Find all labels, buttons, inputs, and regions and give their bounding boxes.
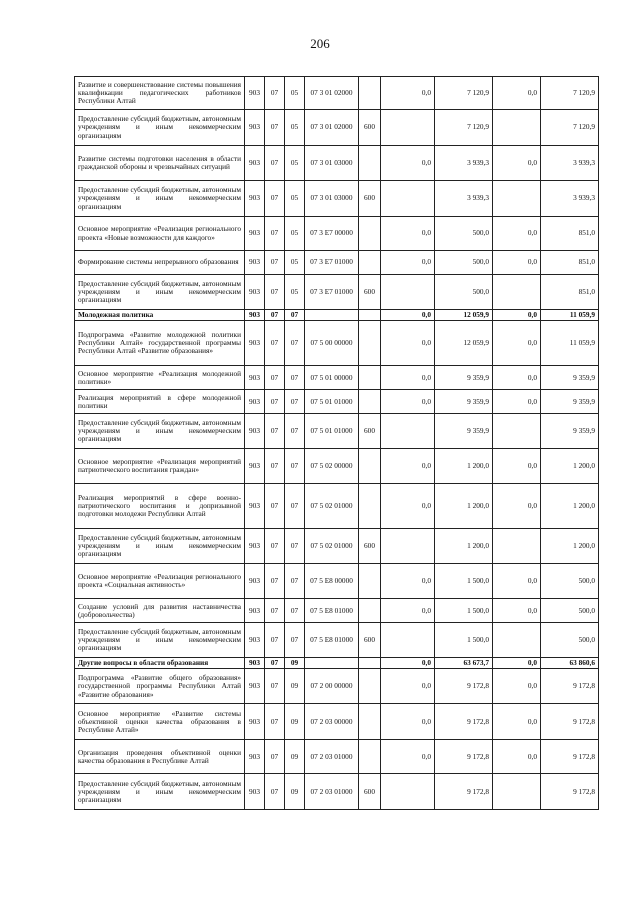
amount-cell-2: 3 939,3 xyxy=(435,146,493,181)
amount-cell-1: 0,0 xyxy=(381,658,435,669)
table-row xyxy=(75,181,599,217)
subsection-code-cell: 09 xyxy=(285,740,305,774)
amount-cell-3: 0,0 xyxy=(493,658,541,669)
table-row xyxy=(75,669,599,704)
subsection-code-cell: 07 xyxy=(285,414,305,449)
section-code-cell: 07 xyxy=(265,217,285,251)
amount-cell-3: 0,0 xyxy=(493,251,541,275)
row-name-cell: Предоставление субсидий бюджетным, автономным учреждениям и иным некоммерческим организациям xyxy=(75,414,245,449)
target-article-cell: 07 3 01 02000 xyxy=(305,77,359,110)
expense-type-cell: 600 xyxy=(359,529,381,564)
amount-cell-4: 11 059,9 xyxy=(541,310,599,321)
subsection-code-cell: 07 xyxy=(285,321,305,366)
amount-cell-1: 0,0 xyxy=(381,449,435,484)
ministry-code-cell: 903 xyxy=(245,529,265,564)
target-article-cell: 07 3 E7 00000 xyxy=(305,217,359,251)
amount-cell-4: 9 359,9 xyxy=(541,390,599,414)
table-row xyxy=(75,275,599,310)
section-code-cell: 07 xyxy=(265,110,285,146)
amount-cell-1 xyxy=(381,774,435,810)
amount-cell-4: 7 120,9 xyxy=(541,110,599,146)
amount-cell-2: 1 200,0 xyxy=(435,529,493,564)
row-name-cell: Развитие и совершенствование системы повышения квалификации педагогических работников Республики Алтай xyxy=(75,77,245,110)
target-article-cell xyxy=(305,310,359,321)
amount-cell-3: 0,0 xyxy=(493,310,541,321)
target-article-cell: 07 3 E7 01000 xyxy=(305,275,359,310)
table-row xyxy=(75,110,599,146)
table-row xyxy=(75,390,599,414)
amount-cell-1 xyxy=(381,529,435,564)
amount-cell-3: 0,0 xyxy=(493,366,541,390)
ministry-code-cell: 903 xyxy=(245,484,265,529)
amount-cell-3: 0,0 xyxy=(493,740,541,774)
amount-cell-1: 0,0 xyxy=(381,484,435,529)
table-row xyxy=(75,414,599,449)
amount-cell-2: 9 172,8 xyxy=(435,704,493,740)
target-article-cell: 07 3 01 03000 xyxy=(305,181,359,217)
amount-cell-2: 9 172,8 xyxy=(435,740,493,774)
amount-cell-4: 1 200,0 xyxy=(541,484,599,529)
amount-cell-4: 7 120,9 xyxy=(541,77,599,110)
row-name-cell: Предоставление субсидий бюджетным, автономным учреждениям и иным некоммерческим организациям xyxy=(75,529,245,564)
subsection-code-cell: 05 xyxy=(285,77,305,110)
section-code-cell: 07 xyxy=(265,77,285,110)
amount-cell-1 xyxy=(381,275,435,310)
amount-cell-1: 0,0 xyxy=(381,599,435,623)
row-name-cell: Основное мероприятие «Реализация молодежной политики» xyxy=(75,366,245,390)
ministry-code-cell: 903 xyxy=(245,449,265,484)
subsection-code-cell: 07 xyxy=(285,564,305,599)
budget-table xyxy=(74,76,599,810)
target-article-cell: 07 3 01 03000 xyxy=(305,146,359,181)
subsection-code-cell: 07 xyxy=(285,366,305,390)
table-row xyxy=(75,310,599,321)
amount-cell-4: 851,0 xyxy=(541,251,599,275)
amount-cell-3: 0,0 xyxy=(493,564,541,599)
subsection-code-cell: 09 xyxy=(285,704,305,740)
amount-cell-2: 9 359,9 xyxy=(435,390,493,414)
subsection-code-cell: 09 xyxy=(285,658,305,669)
amount-cell-1 xyxy=(381,181,435,217)
amount-cell-1: 0,0 xyxy=(381,146,435,181)
target-article-cell: 07 5 00 00000 xyxy=(305,321,359,366)
amount-cell-1 xyxy=(381,110,435,146)
ministry-code-cell: 903 xyxy=(245,774,265,810)
target-article-cell: 07 3 01 02000 xyxy=(305,110,359,146)
amount-cell-3: 0,0 xyxy=(493,669,541,704)
amount-cell-2: 1 500,0 xyxy=(435,564,493,599)
section-code-cell: 07 xyxy=(265,669,285,704)
section-code-cell: 07 xyxy=(265,146,285,181)
amount-cell-3: 0,0 xyxy=(493,599,541,623)
amount-cell-4: 9 359,9 xyxy=(541,366,599,390)
table-row xyxy=(75,529,599,564)
subsection-code-cell: 07 xyxy=(285,623,305,658)
row-name-cell: Подпрограмма «Развитие общего образования» государственной программы Республики Алтай «Развитие образования» xyxy=(75,669,245,704)
amount-cell-2: 7 120,9 xyxy=(435,110,493,146)
table-row xyxy=(75,599,599,623)
amount-cell-4: 3 939,3 xyxy=(541,181,599,217)
section-code-cell: 07 xyxy=(265,251,285,275)
subsection-code-cell: 07 xyxy=(285,449,305,484)
expense-type-cell: 600 xyxy=(359,774,381,810)
amount-cell-3 xyxy=(493,275,541,310)
expense-type-cell xyxy=(359,310,381,321)
ministry-code-cell: 903 xyxy=(245,414,265,449)
expense-type-cell xyxy=(359,599,381,623)
row-name-cell: Реализация мероприятий в сфере молодежной политики xyxy=(75,390,245,414)
section-code-cell: 07 xyxy=(265,449,285,484)
amount-cell-4: 63 860,6 xyxy=(541,658,599,669)
amount-cell-4: 9 172,8 xyxy=(541,669,599,704)
target-article-cell: 07 5 02 00000 xyxy=(305,449,359,484)
amount-cell-1: 0,0 xyxy=(381,564,435,599)
amount-cell-3: 0,0 xyxy=(493,449,541,484)
row-name-cell: Создание условий для развития наставничества (добровольчества) xyxy=(75,599,245,623)
amount-cell-4: 500,0 xyxy=(541,623,599,658)
amount-cell-3: 0,0 xyxy=(493,390,541,414)
target-article-cell: 07 5 02 01000 xyxy=(305,484,359,529)
table-row xyxy=(75,774,599,810)
expense-type-cell xyxy=(359,704,381,740)
amount-cell-2: 3 939,3 xyxy=(435,181,493,217)
amount-cell-2: 12 059,9 xyxy=(435,310,493,321)
section-code-cell: 07 xyxy=(265,310,285,321)
expense-type-cell: 600 xyxy=(359,414,381,449)
expense-type-cell xyxy=(359,449,381,484)
amount-cell-1: 0,0 xyxy=(381,77,435,110)
target-article-cell: 07 5 01 01000 xyxy=(305,414,359,449)
row-name-cell: Формирование системы непрерывного образования xyxy=(75,251,245,275)
section-code-cell: 07 xyxy=(265,484,285,529)
table-row xyxy=(75,658,599,669)
target-article-cell: 07 2 03 01000 xyxy=(305,774,359,810)
table-row xyxy=(75,366,599,390)
section-code-cell: 07 xyxy=(265,599,285,623)
ministry-code-cell: 903 xyxy=(245,110,265,146)
section-code-cell: 07 xyxy=(265,564,285,599)
amount-cell-4: 851,0 xyxy=(541,217,599,251)
subsection-code-cell: 05 xyxy=(285,181,305,217)
row-name-cell: Организация проведения объективной оценки качества образования в Республике Алтай xyxy=(75,740,245,774)
amount-cell-1: 0,0 xyxy=(381,366,435,390)
amount-cell-2: 63 673,7 xyxy=(435,658,493,669)
row-name-cell: Предоставление субсидий бюджетным, автономным учреждениям и иным некоммерческим организациям xyxy=(75,774,245,810)
amount-cell-2: 9 172,8 xyxy=(435,774,493,810)
amount-cell-1: 0,0 xyxy=(381,321,435,366)
subsection-code-cell: 07 xyxy=(285,310,305,321)
amount-cell-4: 9 172,8 xyxy=(541,774,599,810)
target-article-cell: 07 5 01 00000 xyxy=(305,366,359,390)
amount-cell-4: 500,0 xyxy=(541,564,599,599)
expense-type-cell: 600 xyxy=(359,275,381,310)
amount-cell-1: 0,0 xyxy=(381,310,435,321)
expense-type-cell: 600 xyxy=(359,181,381,217)
subsection-code-cell: 07 xyxy=(285,390,305,414)
amount-cell-4: 851,0 xyxy=(541,275,599,310)
section-code-cell: 07 xyxy=(265,414,285,449)
subsection-code-cell: 05 xyxy=(285,275,305,310)
amount-cell-2: 500,0 xyxy=(435,251,493,275)
expense-type-cell xyxy=(359,740,381,774)
amount-cell-1 xyxy=(381,414,435,449)
amount-cell-3: 0,0 xyxy=(493,77,541,110)
ministry-code-cell: 903 xyxy=(245,704,265,740)
row-name-cell: Основное мероприятие «Реализация мероприятий патриотического воспитания граждан» xyxy=(75,449,245,484)
amount-cell-2: 1 500,0 xyxy=(435,623,493,658)
section-code-cell: 07 xyxy=(265,275,285,310)
amount-cell-1: 0,0 xyxy=(381,740,435,774)
section-code-cell: 07 xyxy=(265,704,285,740)
target-article-cell: 07 5 E8 01000 xyxy=(305,623,359,658)
subsection-code-cell: 05 xyxy=(285,110,305,146)
amount-cell-2: 12 059,9 xyxy=(435,321,493,366)
expense-type-cell xyxy=(359,366,381,390)
target-article-cell: 07 2 03 01000 xyxy=(305,740,359,774)
amount-cell-1: 0,0 xyxy=(381,669,435,704)
expense-type-cell xyxy=(359,321,381,366)
expense-type-cell: 600 xyxy=(359,110,381,146)
ministry-code-cell: 903 xyxy=(245,77,265,110)
expense-type-cell xyxy=(359,146,381,181)
amount-cell-4: 9 172,8 xyxy=(541,740,599,774)
table-row xyxy=(75,321,599,366)
ministry-code-cell: 903 xyxy=(245,251,265,275)
amount-cell-3: 0,0 xyxy=(493,146,541,181)
amount-cell-2: 9 172,8 xyxy=(435,669,493,704)
amount-cell-3: 0,0 xyxy=(493,704,541,740)
expense-type-cell xyxy=(359,564,381,599)
amount-cell-2: 500,0 xyxy=(435,217,493,251)
row-name-cell: Подпрограмма «Развитие молодежной политики Республики Алтай» государственной программы Республики Алтай «Развитие образования» xyxy=(75,321,245,366)
section-code-cell: 07 xyxy=(265,740,285,774)
amount-cell-3 xyxy=(493,529,541,564)
expense-type-cell xyxy=(359,669,381,704)
ministry-code-cell: 903 xyxy=(245,390,265,414)
amount-cell-1: 0,0 xyxy=(381,704,435,740)
row-name-cell: Предоставление субсидий бюджетным, автономным учреждениям и иным некоммерческим организациям xyxy=(75,275,245,310)
subsection-code-cell: 07 xyxy=(285,599,305,623)
table-row xyxy=(75,623,599,658)
amount-cell-4: 3 939,3 xyxy=(541,146,599,181)
table-row xyxy=(75,449,599,484)
expense-type-cell xyxy=(359,217,381,251)
table-row xyxy=(75,740,599,774)
row-name-cell: Развитие системы подготовки населения в области гражданской обороны и чрезвычайных ситуаций xyxy=(75,146,245,181)
row-name-cell: Основное мероприятие «Развитие системы объективной оценки качества образования в Республике Алтай» xyxy=(75,704,245,740)
subsection-code-cell: 05 xyxy=(285,146,305,181)
expense-type-cell xyxy=(359,484,381,529)
amount-cell-2: 1 200,0 xyxy=(435,484,493,529)
section-code-cell: 07 xyxy=(265,658,285,669)
ministry-code-cell: 903 xyxy=(245,366,265,390)
amount-cell-2: 9 359,9 xyxy=(435,414,493,449)
amount-cell-4: 500,0 xyxy=(541,599,599,623)
section-code-cell: 07 xyxy=(265,181,285,217)
section-code-cell: 07 xyxy=(265,623,285,658)
section-code-cell: 07 xyxy=(265,529,285,564)
table-body xyxy=(75,77,599,810)
amount-cell-3 xyxy=(493,181,541,217)
target-article-cell: 07 3 E7 01000 xyxy=(305,251,359,275)
row-name-cell: Основное мероприятие «Реализация регионального проекта «Новые возможности для каждого» xyxy=(75,217,245,251)
ministry-code-cell: 903 xyxy=(245,564,265,599)
expense-type-cell xyxy=(359,390,381,414)
amount-cell-1 xyxy=(381,623,435,658)
expense-type-cell xyxy=(359,77,381,110)
section-code-cell: 07 xyxy=(265,366,285,390)
table-row xyxy=(75,704,599,740)
amount-cell-2: 1 500,0 xyxy=(435,599,493,623)
ministry-code-cell: 903 xyxy=(245,321,265,366)
expense-type-cell xyxy=(359,251,381,275)
target-article-cell xyxy=(305,658,359,669)
section-code-cell: 07 xyxy=(265,321,285,366)
section-code-cell: 07 xyxy=(265,774,285,810)
target-article-cell: 07 5 E8 00000 xyxy=(305,564,359,599)
ministry-code-cell: 903 xyxy=(245,146,265,181)
target-article-cell: 07 5 01 01000 xyxy=(305,390,359,414)
amount-cell-4: 9 172,8 xyxy=(541,704,599,740)
amount-cell-3: 0,0 xyxy=(493,484,541,529)
ministry-code-cell: 903 xyxy=(245,310,265,321)
amount-cell-3: 0,0 xyxy=(493,321,541,366)
target-article-cell: 07 5 02 01000 xyxy=(305,529,359,564)
amount-cell-3 xyxy=(493,623,541,658)
amount-cell-4: 1 200,0 xyxy=(541,529,599,564)
section-code-cell: 07 xyxy=(265,390,285,414)
row-name-cell: Другие вопросы в области образования xyxy=(75,658,245,669)
table-row xyxy=(75,77,599,110)
amount-cell-2: 500,0 xyxy=(435,275,493,310)
row-name-cell: Молодежная политика xyxy=(75,310,245,321)
row-name-cell: Реализация мероприятий в сфере военно-патриотического воспитания и допризывной подготовки молодежи Республики Алтай xyxy=(75,484,245,529)
amount-cell-3 xyxy=(493,774,541,810)
subsection-code-cell: 07 xyxy=(285,529,305,564)
row-name-cell: Основное мероприятие «Реализация регионального проекта «Социальная активность» xyxy=(75,564,245,599)
ministry-code-cell: 903 xyxy=(245,599,265,623)
amount-cell-1: 0,0 xyxy=(381,251,435,275)
ministry-code-cell: 903 xyxy=(245,658,265,669)
table-row xyxy=(75,484,599,529)
row-name-cell: Предоставление субсидий бюджетным, автономным учреждениям и иным некоммерческим организациям xyxy=(75,110,245,146)
amount-cell-2: 9 359,9 xyxy=(435,366,493,390)
ministry-code-cell: 903 xyxy=(245,740,265,774)
subsection-code-cell: 05 xyxy=(285,251,305,275)
ministry-code-cell: 903 xyxy=(245,669,265,704)
amount-cell-4: 11 059,9 xyxy=(541,321,599,366)
row-name-cell: Предоставление субсидий бюджетным, автономным учреждениям и иным некоммерческим организациям xyxy=(75,623,245,658)
ministry-code-cell: 903 xyxy=(245,623,265,658)
amount-cell-2: 1 200,0 xyxy=(435,449,493,484)
ministry-code-cell: 903 xyxy=(245,217,265,251)
expense-type-cell: 600 xyxy=(359,623,381,658)
subsection-code-cell: 09 xyxy=(285,774,305,810)
amount-cell-3 xyxy=(493,414,541,449)
target-article-cell: 07 2 03 00000 xyxy=(305,704,359,740)
table-row xyxy=(75,217,599,251)
subsection-code-cell: 09 xyxy=(285,669,305,704)
ministry-code-cell: 903 xyxy=(245,275,265,310)
target-article-cell: 07 2 00 00000 xyxy=(305,669,359,704)
amount-cell-1: 0,0 xyxy=(381,217,435,251)
amount-cell-3: 0,0 xyxy=(493,217,541,251)
target-article-cell: 07 5 E8 01000 xyxy=(305,599,359,623)
table-row xyxy=(75,251,599,275)
amount-cell-3 xyxy=(493,110,541,146)
page-number: 206 xyxy=(310,36,330,51)
amount-cell-1: 0,0 xyxy=(381,390,435,414)
subsection-code-cell: 05 xyxy=(285,217,305,251)
expense-type-cell xyxy=(359,658,381,669)
amount-cell-4: 1 200,0 xyxy=(541,449,599,484)
subsection-code-cell: 07 xyxy=(285,484,305,529)
amount-cell-2: 7 120,9 xyxy=(435,77,493,110)
amount-cell-4: 9 359,9 xyxy=(541,414,599,449)
row-name-cell: Предоставление субсидий бюджетным, автономным учреждениям и иным некоммерческим организациям xyxy=(75,181,245,217)
table-row xyxy=(75,146,599,181)
table-row xyxy=(75,564,599,599)
ministry-code-cell: 903 xyxy=(245,181,265,217)
